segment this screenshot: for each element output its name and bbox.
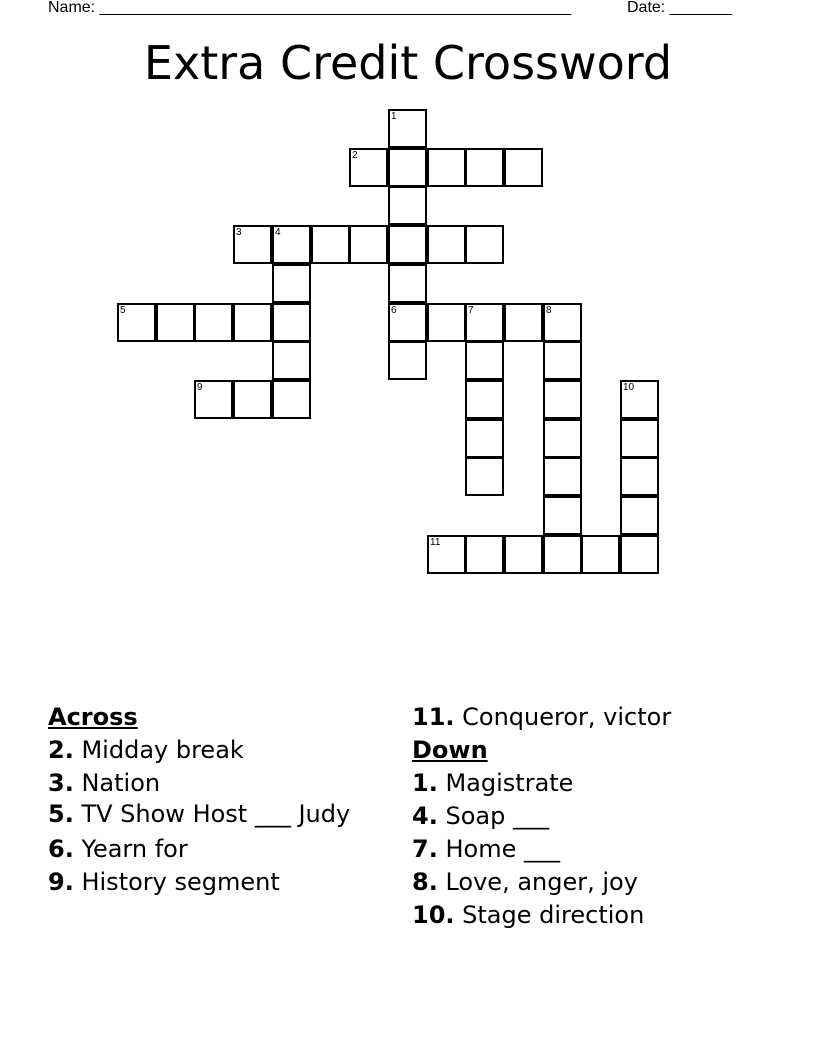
clue-text: Conqueror, victor <box>462 703 672 731</box>
grid-cell[interactable] <box>194 303 233 342</box>
across-clue <box>48 800 358 828</box>
clue-text: Magistrate <box>445 769 574 797</box>
cell-number: 8 <box>546 305 552 316</box>
grid-cell[interactable] <box>543 303 582 342</box>
cell-number: 6 <box>391 305 397 316</box>
grid-cell[interactable] <box>620 496 659 535</box>
clue-number: 5. <box>48 800 74 828</box>
grid-cell[interactable] <box>465 535 504 574</box>
cell-number: 9 <box>197 382 203 393</box>
across-clue <box>48 866 358 899</box>
clues-left-column <box>48 701 358 899</box>
grid-cell[interactable] <box>465 457 504 496</box>
grid-cell[interactable] <box>543 380 582 419</box>
down-clue <box>412 833 772 866</box>
grid-cell[interactable] <box>272 303 311 342</box>
grid-cell[interactable] <box>465 148 504 187</box>
clue-number: 1. <box>412 769 438 797</box>
down-clue <box>412 800 772 833</box>
grid-cell[interactable] <box>427 225 466 264</box>
down-clue <box>412 899 772 932</box>
across-clue <box>412 701 772 734</box>
clue-text: Midday break <box>81 736 244 764</box>
down-clue <box>412 866 772 899</box>
across-heading: Across <box>48 703 138 731</box>
grid-cell[interactable] <box>427 303 466 342</box>
grid-cell[interactable] <box>427 148 466 187</box>
clues-right-column <box>412 701 772 932</box>
clue-number: 8. <box>412 868 438 896</box>
cell-number: 4 <box>275 227 281 238</box>
grid-cell[interactable] <box>388 303 427 342</box>
name-field-label[interactable]: Name: _____________________________________________________ <box>48 0 572 16</box>
clue-text: Love, anger, joy <box>445 868 638 896</box>
page-title: Extra Credit Crossword <box>143 36 673 90</box>
clue-number: 6. <box>48 835 74 863</box>
grid-cell[interactable] <box>388 186 427 225</box>
grid-cell[interactable] <box>388 148 427 187</box>
grid-cell[interactable] <box>504 303 543 342</box>
down-clue <box>412 767 772 800</box>
grid-cell[interactable] <box>272 225 311 264</box>
grid-cell[interactable] <box>349 148 388 187</box>
cell-number: 11 <box>430 537 441 548</box>
cell-number: 10 <box>623 382 635 393</box>
grid-cell[interactable] <box>465 380 504 419</box>
grid-cell[interactable] <box>465 303 504 342</box>
grid-cell[interactable] <box>465 419 504 458</box>
clue-number: 10. <box>412 901 455 929</box>
date-field-label[interactable]: Date: _______ <box>627 0 732 16</box>
clue-number: 9. <box>48 868 74 896</box>
grid-cell[interactable] <box>272 341 311 380</box>
clue-text: Yearn for <box>81 835 188 863</box>
grid-cell[interactable] <box>620 535 659 574</box>
clue-number: 3. <box>48 769 74 797</box>
clue-text: Stage direction <box>462 901 645 929</box>
across-clue <box>48 734 358 767</box>
grid-cell[interactable] <box>233 380 272 419</box>
clue-text: Soap ___ <box>445 802 549 830</box>
grid-cell[interactable] <box>233 225 272 264</box>
grid-cell[interactable] <box>272 264 311 303</box>
grid-cell[interactable] <box>427 535 466 574</box>
grid-cell[interactable] <box>388 341 427 380</box>
grid-cell[interactable] <box>543 457 582 496</box>
across-clue <box>48 767 358 800</box>
clue-number: 2. <box>48 736 74 764</box>
across-clue <box>48 833 358 866</box>
cell-number: 5 <box>120 305 126 316</box>
grid-cell[interactable] <box>349 225 388 264</box>
grid-cell[interactable] <box>388 109 427 148</box>
down-heading: Down <box>412 736 488 764</box>
grid-cell[interactable] <box>504 535 543 574</box>
grid-cell[interactable] <box>504 148 543 187</box>
cell-number: 3 <box>236 227 242 238</box>
grid-cell[interactable] <box>543 341 582 380</box>
grid-cell[interactable] <box>388 264 427 303</box>
cell-number: 1 <box>391 111 397 122</box>
clue-text: Home ___ <box>445 835 560 863</box>
clue-text: History segment <box>81 868 280 896</box>
cell-number: 2 <box>352 150 358 161</box>
clue-text: Nation <box>81 769 161 797</box>
grid-cell[interactable] <box>620 380 659 419</box>
grid-cell[interactable] <box>620 419 659 458</box>
cell-number: 7 <box>468 305 474 316</box>
clue-number: 4. <box>412 802 438 830</box>
clue-text: TV Show Host ___ Judy <box>81 800 351 828</box>
grid-cell[interactable] <box>194 380 233 419</box>
grid-cell[interactable] <box>543 419 582 458</box>
grid-cell[interactable] <box>543 496 582 535</box>
clue-number: 7. <box>412 835 438 863</box>
grid-cell[interactable] <box>581 535 620 574</box>
grid-cell[interactable] <box>465 341 504 380</box>
grid-cell[interactable] <box>388 225 427 264</box>
grid-cell[interactable] <box>620 457 659 496</box>
grid-cell[interactable] <box>465 225 504 264</box>
grid-cell[interactable] <box>311 225 350 264</box>
grid-cell[interactable] <box>233 303 272 342</box>
grid-cell[interactable] <box>117 303 156 342</box>
grid-cell[interactable] <box>156 303 195 342</box>
grid-cell[interactable] <box>543 535 582 574</box>
grid-cell[interactable] <box>272 380 311 419</box>
clue-number: 11. <box>412 703 455 731</box>
